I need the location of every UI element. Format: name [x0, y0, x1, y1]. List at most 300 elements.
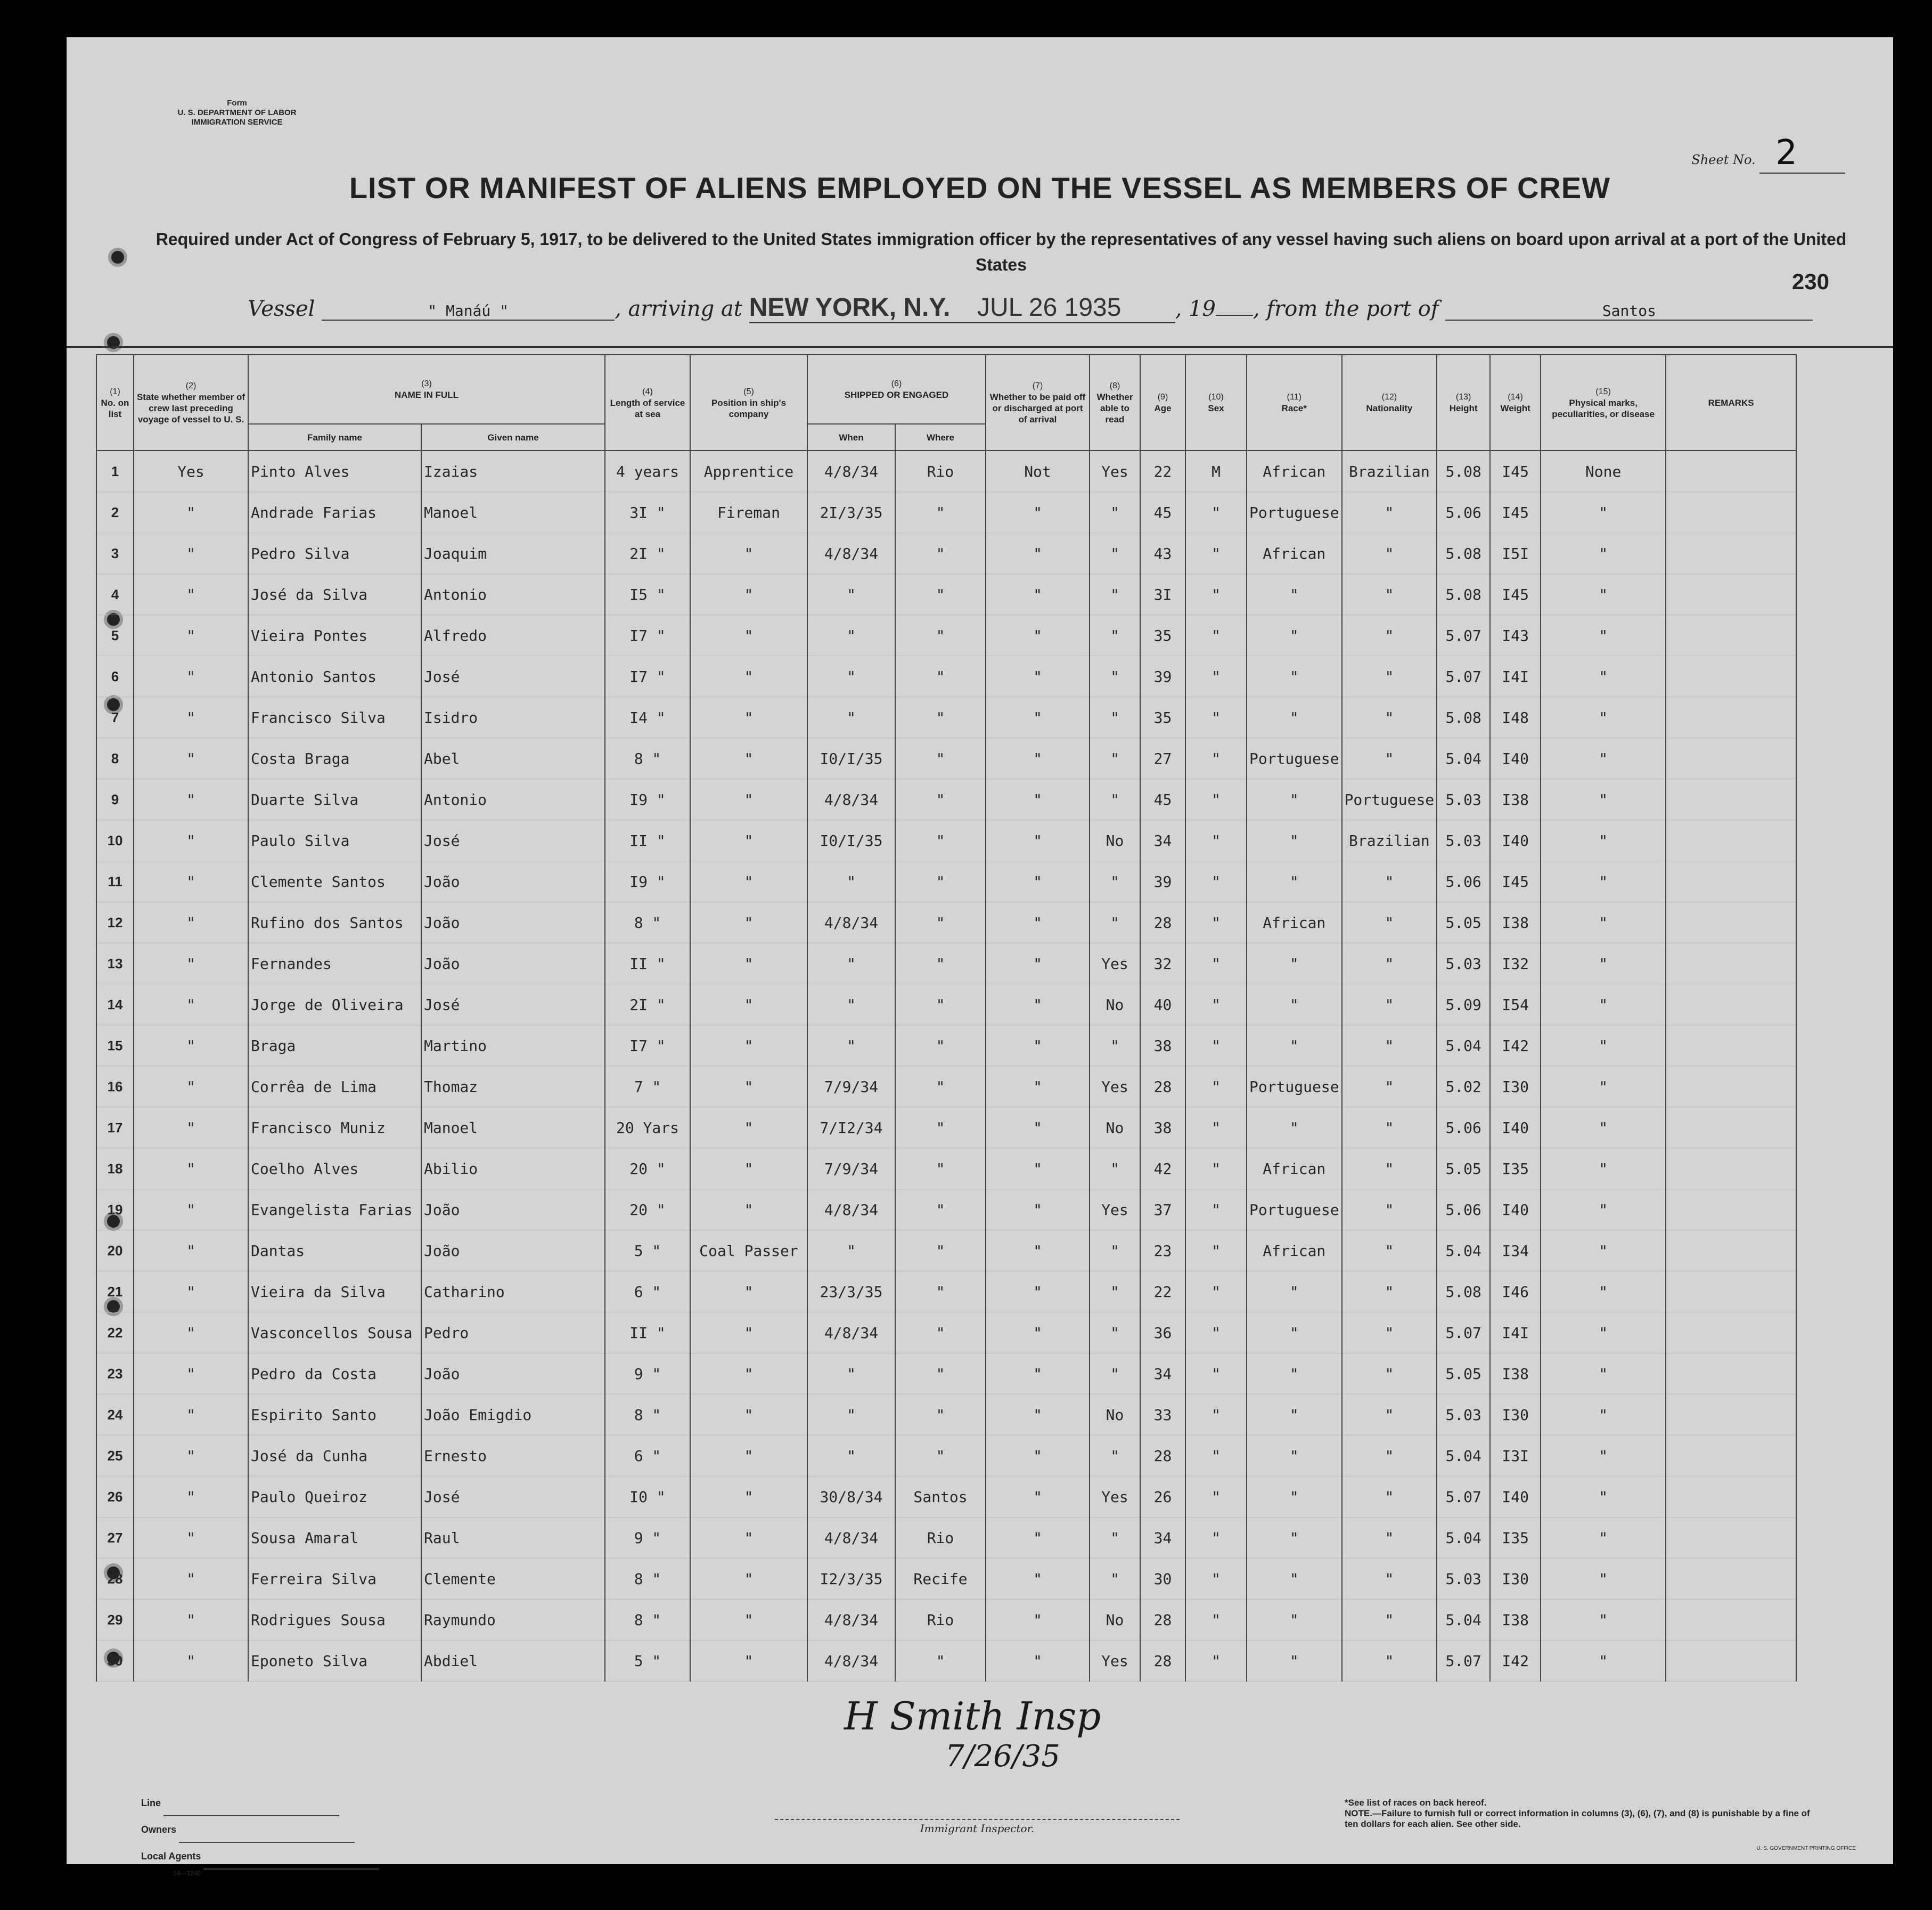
remarks — [1666, 779, 1796, 820]
nationality: " — [1342, 1107, 1437, 1148]
remarks — [1666, 861, 1796, 902]
table-row — [96, 902, 1796, 943]
shipped-where: " — [895, 492, 986, 533]
position: " — [690, 1312, 807, 1353]
last-voyage: " — [134, 779, 248, 820]
height: 5.05 — [1437, 902, 1490, 943]
weight: I4I — [1490, 1312, 1541, 1353]
family-name: Costa Braga — [248, 738, 421, 779]
shipped-when: 4/8/34 — [807, 533, 895, 574]
race: " — [1247, 1517, 1342, 1558]
physical-marks: " — [1541, 533, 1666, 574]
nationality: Brazilian — [1342, 820, 1437, 861]
family-name: Evangelista Farias — [248, 1189, 421, 1230]
remarks — [1666, 1107, 1796, 1148]
physical-marks: " — [1541, 1107, 1666, 1148]
race: " — [1247, 1558, 1342, 1599]
shipped-where: " — [895, 1271, 986, 1312]
nationality: " — [1342, 656, 1437, 697]
shipped-when: " — [807, 615, 895, 656]
row-number: 15 — [96, 1025, 134, 1066]
shipped-when: " — [807, 697, 895, 738]
nationality: " — [1342, 1599, 1437, 1640]
given-name: Antonio — [421, 779, 605, 820]
sex: " — [1185, 697, 1247, 738]
given-name: Joaquim — [421, 533, 605, 574]
shipped-where: " — [895, 1394, 986, 1435]
sex: " — [1185, 861, 1247, 902]
last-voyage: Yes — [134, 451, 248, 492]
weight: I3I — [1490, 1435, 1541, 1476]
col-header-physical-marks: (15) Physical marks, peculiarities, or disease — [1541, 355, 1666, 451]
shipped-when: 4/8/34 — [807, 1599, 895, 1640]
shipped-when: " — [807, 1025, 895, 1066]
table-row — [96, 1435, 1796, 1476]
height: 5.02 — [1437, 1066, 1490, 1107]
shipped-when: " — [807, 656, 895, 697]
last-voyage: " — [134, 738, 248, 779]
physical-marks: " — [1541, 1189, 1666, 1230]
shipped-where: " — [895, 984, 986, 1025]
physical-marks: " — [1541, 1558, 1666, 1599]
row-number: 4 — [96, 574, 134, 615]
table-row — [96, 984, 1796, 1025]
given-name: Isidro — [421, 697, 605, 738]
nationality: " — [1342, 738, 1437, 779]
able-to-read: " — [1090, 1558, 1140, 1599]
col-header-position: (5) Position in ship's company — [690, 355, 807, 451]
given-name: José — [421, 820, 605, 861]
position: " — [690, 902, 807, 943]
service-length: 8 " — [605, 1394, 690, 1435]
paid-off: " — [986, 492, 1090, 533]
position: " — [690, 1025, 807, 1066]
sex: " — [1185, 1148, 1247, 1189]
remarks — [1666, 1189, 1796, 1230]
table-row — [96, 1517, 1796, 1558]
race: " — [1247, 656, 1342, 697]
age: 22 — [1140, 451, 1185, 492]
printer-mark: U. S. GOVERNMENT PRINTING OFFICE — [1756, 1846, 1856, 1851]
height: 5.03 — [1437, 1558, 1490, 1599]
able-to-read: " — [1090, 779, 1140, 820]
shipped-where: " — [895, 738, 986, 779]
paid-off: " — [986, 1640, 1090, 1682]
given-name: Martino — [421, 1025, 605, 1066]
sex: " — [1185, 1066, 1247, 1107]
service-length: 9 " — [605, 1517, 690, 1558]
height: 5.09 — [1437, 984, 1490, 1025]
height: 5.08 — [1437, 1271, 1490, 1312]
col-header-number: (1) No. on list — [96, 355, 134, 451]
last-voyage: " — [134, 492, 248, 533]
given-name: João — [421, 1353, 605, 1394]
shipped-when: 4/8/34 — [807, 1312, 895, 1353]
race: " — [1247, 1271, 1342, 1312]
shipped-when: I0/I/35 — [807, 820, 895, 861]
paid-off: Not — [986, 451, 1090, 492]
remarks — [1666, 533, 1796, 574]
shipped-when: " — [807, 984, 895, 1025]
shipped-when: 2I/3/35 — [807, 492, 895, 533]
given-name: Antonio — [421, 574, 605, 615]
given-name: Raul — [421, 1517, 605, 1558]
physical-marks: " — [1541, 1476, 1666, 1517]
height: 5.05 — [1437, 1148, 1490, 1189]
age: 42 — [1140, 1148, 1185, 1189]
nationality: " — [1342, 1353, 1437, 1394]
last-voyage: " — [134, 1435, 248, 1476]
col-header-remarks: REMARKS — [1666, 355, 1796, 451]
col-header-where: Where — [895, 424, 986, 451]
height: 5.07 — [1437, 656, 1490, 697]
physical-marks: " — [1541, 902, 1666, 943]
row-number: 16 — [96, 1066, 134, 1107]
weight: I40 — [1490, 1476, 1541, 1517]
last-voyage: " — [134, 1066, 248, 1107]
remarks — [1666, 984, 1796, 1025]
weight: I30 — [1490, 1394, 1541, 1435]
family-name: Sousa Amaral — [248, 1517, 421, 1558]
race: " — [1247, 574, 1342, 615]
row-number: 20 — [96, 1230, 134, 1271]
sheet-number: 2 — [1759, 133, 1845, 174]
age: 35 — [1140, 697, 1185, 738]
able-to-read: " — [1090, 615, 1140, 656]
last-voyage: " — [134, 1353, 248, 1394]
able-to-read: No — [1090, 1394, 1140, 1435]
paid-off: " — [986, 1230, 1090, 1271]
family-name: Eponeto Silva — [248, 1640, 421, 1682]
nationality: " — [1342, 533, 1437, 574]
col-header-given-name: Given name — [421, 424, 605, 451]
arriving-label: , arriving at — [615, 297, 742, 321]
race: " — [1247, 984, 1342, 1025]
physical-marks: " — [1541, 615, 1666, 656]
age: 37 — [1140, 1189, 1185, 1230]
row-number: 17 — [96, 1107, 134, 1148]
nationality: " — [1342, 1025, 1437, 1066]
shipped-when: 4/8/34 — [807, 779, 895, 820]
table-row — [96, 1025, 1796, 1066]
age: 38 — [1140, 1025, 1185, 1066]
physical-marks: " — [1541, 1271, 1666, 1312]
table-row — [96, 820, 1796, 861]
position: Apprentice — [690, 451, 807, 492]
age: 34 — [1140, 1517, 1185, 1558]
sex: " — [1185, 574, 1247, 615]
nationality: " — [1342, 902, 1437, 943]
weight: I5I — [1490, 533, 1541, 574]
position: " — [690, 1148, 807, 1189]
service-length: 8 " — [605, 902, 690, 943]
nationality: " — [1342, 1312, 1437, 1353]
service-length: II " — [605, 820, 690, 861]
physical-marks: " — [1541, 1353, 1666, 1394]
physical-marks: " — [1541, 1066, 1666, 1107]
weight: I42 — [1490, 1640, 1541, 1682]
weight: I45 — [1490, 574, 1541, 615]
sex: " — [1185, 1558, 1247, 1599]
weight: I54 — [1490, 984, 1541, 1025]
age: 45 — [1140, 779, 1185, 820]
row-number: 30 — [96, 1640, 134, 1682]
able-to-read: " — [1090, 1353, 1140, 1394]
weight: I38 — [1490, 779, 1541, 820]
vessel-label: Vessel — [248, 297, 315, 321]
physical-marks: " — [1541, 1640, 1666, 1682]
sex: " — [1185, 1435, 1247, 1476]
race: " — [1247, 1394, 1342, 1435]
service-length: 4 years — [605, 451, 690, 492]
table-row — [96, 1189, 1796, 1230]
able-to-read: " — [1090, 492, 1140, 533]
col-header-race: (11) Race* — [1247, 355, 1342, 451]
shipped-when: " — [807, 574, 895, 615]
service-length: 6 " — [605, 1271, 690, 1312]
last-voyage: " — [134, 943, 248, 984]
service-length: I5 " — [605, 574, 690, 615]
given-name: João — [421, 1230, 605, 1271]
shipped-where: " — [895, 1107, 986, 1148]
row-number: 27 — [96, 1517, 134, 1558]
service-length: 8 " — [605, 1558, 690, 1599]
position: " — [690, 1107, 807, 1148]
age: 34 — [1140, 1353, 1185, 1394]
service-length: 5 " — [605, 1230, 690, 1271]
paid-off: " — [986, 943, 1090, 984]
table-row — [96, 1599, 1796, 1640]
table-row — [96, 1107, 1796, 1148]
family-name: Paulo Silva — [248, 820, 421, 861]
paid-off: " — [986, 1025, 1090, 1066]
position: " — [690, 615, 807, 656]
family-name: Duarte Silva — [248, 779, 421, 820]
height: 5.03 — [1437, 820, 1490, 861]
remarks — [1666, 1353, 1796, 1394]
last-voyage: " — [134, 656, 248, 697]
given-name: Pedro — [421, 1312, 605, 1353]
last-voyage: " — [134, 1517, 248, 1558]
position: " — [690, 1640, 807, 1682]
row-number: 9 — [96, 779, 134, 820]
age: 39 — [1140, 656, 1185, 697]
race: African — [1247, 451, 1342, 492]
race: African — [1247, 1230, 1342, 1271]
height: 5.03 — [1437, 1394, 1490, 1435]
date-stamp: JUL 26 1935 — [977, 293, 1121, 322]
age: 45 — [1140, 492, 1185, 533]
sex: " — [1185, 1394, 1247, 1435]
given-name: João — [421, 943, 605, 984]
sex: " — [1185, 492, 1247, 533]
paid-off: " — [986, 820, 1090, 861]
row-number: 25 — [96, 1435, 134, 1476]
sex: " — [1185, 1353, 1247, 1394]
age: 39 — [1140, 861, 1185, 902]
physical-marks: " — [1541, 861, 1666, 902]
age: 40 — [1140, 984, 1185, 1025]
position: " — [690, 1271, 807, 1312]
last-voyage: " — [134, 574, 248, 615]
service-length: I7 " — [605, 656, 690, 697]
able-to-read: " — [1090, 1517, 1140, 1558]
col-header-family-name: Family name — [248, 424, 421, 451]
shipped-where: " — [895, 861, 986, 902]
last-voyage: " — [134, 697, 248, 738]
table-row — [96, 779, 1796, 820]
inspector-line: Immigrant Inspector. — [775, 1819, 1180, 1835]
height: 5.04 — [1437, 1599, 1490, 1640]
shipped-when: 7/9/34 — [807, 1148, 895, 1189]
footer-fields — [141, 1790, 379, 1877]
nationality: " — [1342, 615, 1437, 656]
height: 5.08 — [1437, 574, 1490, 615]
service-length: II " — [605, 943, 690, 984]
position: " — [690, 1189, 807, 1230]
col-header-nationality: (12) Nationality — [1342, 355, 1437, 451]
paid-off: " — [986, 1476, 1090, 1517]
last-voyage: " — [134, 1640, 248, 1682]
remarks — [1666, 1271, 1796, 1312]
height: 5.04 — [1437, 738, 1490, 779]
nationality: " — [1342, 861, 1437, 902]
owners-label: Owners — [141, 1824, 177, 1835]
able-to-read: " — [1090, 902, 1140, 943]
last-voyage: " — [134, 1599, 248, 1640]
sex: " — [1185, 943, 1247, 984]
race: African — [1247, 1148, 1342, 1189]
row-number: 23 — [96, 1353, 134, 1394]
race: " — [1247, 1353, 1342, 1394]
row-number: 26 — [96, 1476, 134, 1517]
table-row — [96, 1066, 1796, 1107]
given-name: Ernesto — [421, 1435, 605, 1476]
remarks — [1666, 1558, 1796, 1599]
vessel-line — [248, 293, 1813, 323]
last-voyage: " — [134, 1148, 248, 1189]
family-name: Corrêa de Lima — [248, 1066, 421, 1107]
position: " — [690, 1353, 807, 1394]
col-header-paid-off: (7) Whether to be paid off or discharged at port of arrival — [986, 355, 1090, 451]
sex: " — [1185, 1189, 1247, 1230]
table-row — [96, 1353, 1796, 1394]
able-to-read: No — [1090, 1599, 1140, 1640]
paid-off: " — [986, 1558, 1090, 1599]
family-name: Francisco Muniz — [248, 1107, 421, 1148]
paid-off: " — [986, 1148, 1090, 1189]
year-label: , 19 — [1175, 297, 1216, 321]
physical-marks: " — [1541, 1517, 1666, 1558]
shipped-where: " — [895, 1312, 986, 1353]
age: 43 — [1140, 533, 1185, 574]
service-label: IMMIGRATION SERVICE — [191, 118, 283, 127]
paid-off: " — [986, 1271, 1090, 1312]
physical-marks: " — [1541, 1599, 1666, 1640]
paid-off: " — [986, 1435, 1090, 1476]
shipped-when: 4/8/34 — [807, 1640, 895, 1682]
last-voyage: " — [134, 1189, 248, 1230]
nationality: " — [1342, 1189, 1437, 1230]
given-name: João — [421, 1189, 605, 1230]
paid-off: " — [986, 984, 1090, 1025]
service-length: 2I " — [605, 984, 690, 1025]
weight: I45 — [1490, 451, 1541, 492]
family-name: Braga — [248, 1025, 421, 1066]
last-voyage: " — [134, 1271, 248, 1312]
last-voyage: " — [134, 533, 248, 574]
family-name: Coelho Alves — [248, 1148, 421, 1189]
shipped-where: " — [895, 1230, 986, 1271]
table-row — [96, 1394, 1796, 1435]
inspector-signature: H Smith Insp — [844, 1694, 1101, 1738]
remarks — [1666, 615, 1796, 656]
height: 5.08 — [1437, 697, 1490, 738]
sex: " — [1185, 533, 1247, 574]
sex: " — [1185, 738, 1247, 779]
remarks — [1666, 738, 1796, 779]
height: 5.03 — [1437, 943, 1490, 984]
shipped-where: " — [895, 1353, 986, 1394]
able-to-read: " — [1090, 697, 1140, 738]
height: 5.04 — [1437, 1025, 1490, 1066]
shipped-where: " — [895, 1148, 986, 1189]
from-port-value: Santos — [1445, 302, 1813, 321]
sex: " — [1185, 656, 1247, 697]
col-header-name: (3) NAME IN FULL — [248, 355, 605, 424]
nationality: " — [1342, 1558, 1437, 1599]
sex: " — [1185, 1025, 1247, 1066]
row-number: 12 — [96, 902, 134, 943]
last-voyage: " — [134, 1107, 248, 1148]
table-row — [96, 574, 1796, 615]
table-row — [96, 1230, 1796, 1271]
shipped-where: " — [895, 697, 986, 738]
height: 5.06 — [1437, 861, 1490, 902]
row-number: 11 — [96, 861, 134, 902]
nationality: " — [1342, 574, 1437, 615]
physical-marks: " — [1541, 779, 1666, 820]
family-name: Ferreira Silva — [248, 1558, 421, 1599]
shipped-when: " — [807, 1435, 895, 1476]
physical-marks: " — [1541, 1230, 1666, 1271]
service-length: 7 " — [605, 1066, 690, 1107]
sex: " — [1185, 1517, 1247, 1558]
able-to-read: " — [1090, 861, 1140, 902]
position: " — [690, 574, 807, 615]
family-name: Jorge de Oliveira — [248, 984, 421, 1025]
sheet-label: Sheet No. — [1691, 152, 1756, 167]
sex: " — [1185, 1271, 1247, 1312]
table-row — [96, 1640, 1796, 1682]
weight: I45 — [1490, 861, 1541, 902]
family-name: Vasconcellos Sousa — [248, 1312, 421, 1353]
table-row — [96, 861, 1796, 902]
physical-marks: " — [1541, 1025, 1666, 1066]
family-name: Dantas — [248, 1230, 421, 1271]
remarks — [1666, 1517, 1796, 1558]
table-row — [96, 656, 1796, 697]
last-voyage: " — [134, 902, 248, 943]
family-name: José da Silva — [248, 574, 421, 615]
remarks — [1666, 1230, 1796, 1271]
races-note: *See list of races on back hereof. — [1345, 1798, 1487, 1808]
col-header-shipped: (6) SHIPPED OR ENGAGED — [807, 355, 986, 424]
remarks — [1666, 574, 1796, 615]
able-to-read: " — [1090, 656, 1140, 697]
sex: " — [1185, 1230, 1247, 1271]
table-row — [96, 1148, 1796, 1189]
